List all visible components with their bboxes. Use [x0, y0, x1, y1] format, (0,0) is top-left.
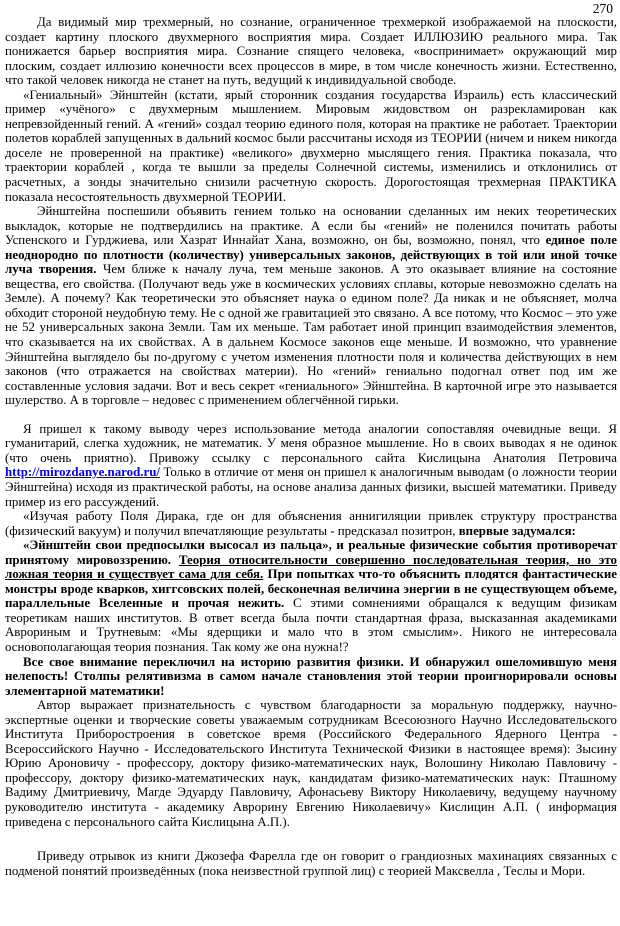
paragraph-5-text: «Изучая работу Поля Дирака, где он для объяснения аннигиляции привлек структуру пространства (физический вакуум) и получил впечатляющие результаты - предсказал позитрон,	[5, 509, 617, 538]
paragraph-7-bold: Все свое внимание переключил на историю развития физики. И обнаружил ошеломившую меня нелепость! Столпы релятивизма в самом начале становления этой теории проигнорировали основы элементарной математики!	[5, 654, 617, 698]
paragraph-6-bold-underline: Теория относительности совершенно последовательная теория, но это ложная теория и существует сама для себя.	[5, 552, 617, 582]
page-number: 270	[592, 1, 613, 16]
paragraph-6-bold-a: «Эйнштейн свои предпосылки высосал из пальца», и реальные физические события противоречат принятому мировоззрению.	[5, 538, 617, 567]
paragraph-3	[5, 204, 617, 408]
paragraph-8: Автор выражает признательность с чувством благодарности за моральную поддержку, научно-экспертные оценки и творческие советы уважаемым сотрудникам Всесоюзного Научно Исследовательского Института Приборостроения в советское время (Российского Федерального Ядерного Центра - Всероссийского Научно - Исследовательского Института Технической Физики в настоящее время): Зысину Юрию Ароновичу - профессору, доктору физико-математических наук, Волошину Николаю Павловичу - профессору, доктору физико-математических наук, кандидатам физико-математических наук: Пташному Вадиму Дмитриевичу, Магде Эдуарду Павловичу, Афонасьеву Виктору Николаевичу, ведущему научному руководителю института - академику Аврорину Евгению Николаевичу» Кислицин А.П. ( информация приведена с персонального сайта Кислицына А.П.).	[5, 698, 617, 829]
paragraph-5	[5, 509, 617, 538]
paragraph-6-bold-b: При попытках что-то объяснить плодятся фантастические монстры вроде кварков, хиггсовских полей, бесконечная величина энергии в не существующем объеме, параллельные Вселенные и прочая нежить.	[5, 567, 617, 611]
paragraph-6-text: С этими сомнениями обращался к ведущим физикам теоретикам наших институтов. В ответ всегда была почти стандартная фраза, высказанная академиками Аврориным и Трутневым: «Мы ядерщики и мало что в этом смыслим». Никого не интересовала основополагающая теория познания. Так кому же она нужна!?	[5, 596, 617, 654]
paragraph-5-bold: впервые задумался:	[458, 523, 576, 538]
paragraph-3-text-a: Эйнштейна поспешили объявить гением только на основании сделанных им неких теоретических выкладок, которые не подтвердились на практике. А если бы «гений» не поленился почитать работы Успенского и Гурджиева, или Хазрат Иннайат Хана, возможно, он бы, возможно, понял, что	[5, 204, 617, 248]
paragraph-7	[5, 655, 617, 699]
body-text	[5, 15, 617, 878]
paragraph-4-text-a: Я пришел к такому выводу через использование метода аналогии сопоставляя очевидные вещи. Я гуманитарий, слегка художник, не математик. У меня образное мышление. Но в своих выводах я не одинок (что очень приятно). Привожу ссылку с персонального сайта Кислицына Анатолия Петровича	[5, 421, 617, 465]
paragraph-4-text-b: Только в отличие от меня он пришел к аналогичным выводам (о ложности теории Эйнштейна) исходя из практической работы, на основе анализа данных физики, высшей математики. Приведу пример из его рассуждений.	[5, 465, 617, 509]
paragraph-6	[5, 538, 617, 654]
paragraph-3-bold: единое поле неоднородно по плотности (количеству) универсальных законов, действующих в той или иной точке луча творения.	[5, 233, 617, 277]
paragraph-2: «Гениальный» Эйнштейн (кстати, ярый сторонник создания государства Израиль) есть классический пример «учёного» с двухмерным мышлением. Мировым жидовством он разрекламирован как непревзойденный гений. А «гений» создал теорию единого поля, которая на практике не работает. Траектории полетов кораблей запущенных в дальний космос были рассчитаны исходя из ТЕОРИИ (ничем и никем никогда доселе не проверенной на практике) «великого» двухмерно мыслящего гения. Практика показала, что траектории кораблей , когда те вышли за пределы Солнечной системы, изменились и отклонились от расчетных, а зонды значительно снизили расчетную скорость. Дорогостоящая трехмерная ПРАКТИКА показала несостоятельность двухмерной ТЕОРИИ.	[5, 87, 617, 204]
paragraph-3-text-b: Чем ближе к началу луча, тем меньше законов. А это оказывает влияние на состояние вещества, его свойства. (Получают ведь уже в космических условиях сплавы, которые невозможно сделать на Земле). А почему? Как теоретически это объясняет наука о едином поле? Да никак и не объясняет, молча обходит стороной неудобную тему. Не с одной же гравитацией это связано. А все потому, что Космос – это уже не 52 универсальных закона Земли. Там их меньше. Там работает иной принцип взаимодействия элементов, что сказывается на их свойствах. А в дальнем Космосе законов еще меньше. И возможно, что уравнение Эйнштейна выглядело бы по-другому с учетом изменения плотности поля и количества действующих в нем законов (что отражается на свойствах материи). Но «гений» гениально подогнал ответ под им же составленные условия задачи. Вот и весь секрет «гениального» Эйнштейна. В карточной игре это называется шулерство. А в торговле – недовес с применением облегчённой гирьки.	[5, 262, 617, 408]
paragraph-1: Да видимый мир трехмерный, но сознание, ограниченное трехмеркой изображаемой на плоскости, создает картину плоского двухмерного восприятия мира. Создает ИЛЛЮЗИЮ реального мира. Так понижается барьер восприятия мира. Сознание спящего человека, «воспринимает» окружающий мир плоским, создает иллюзию конечности всех процессов в мире, в том числе конечность жизни. Естественно, что такой человек никогда не станет на путь, ведущий к индивидуальной свободе.	[5, 15, 617, 88]
paragraph-9: Приведу отрывок из книги Джозефа Фарелла где он говорит о грандиозных махинациях связанных с подменой понятий произведённых (пока неизвестной группой лиц) с теорией Максвелла , Теслы и Мори.	[5, 849, 617, 878]
site-link[interactable]: http://mirozdanye.narod.ru/	[5, 465, 160, 480]
paragraph-4	[5, 422, 617, 509]
